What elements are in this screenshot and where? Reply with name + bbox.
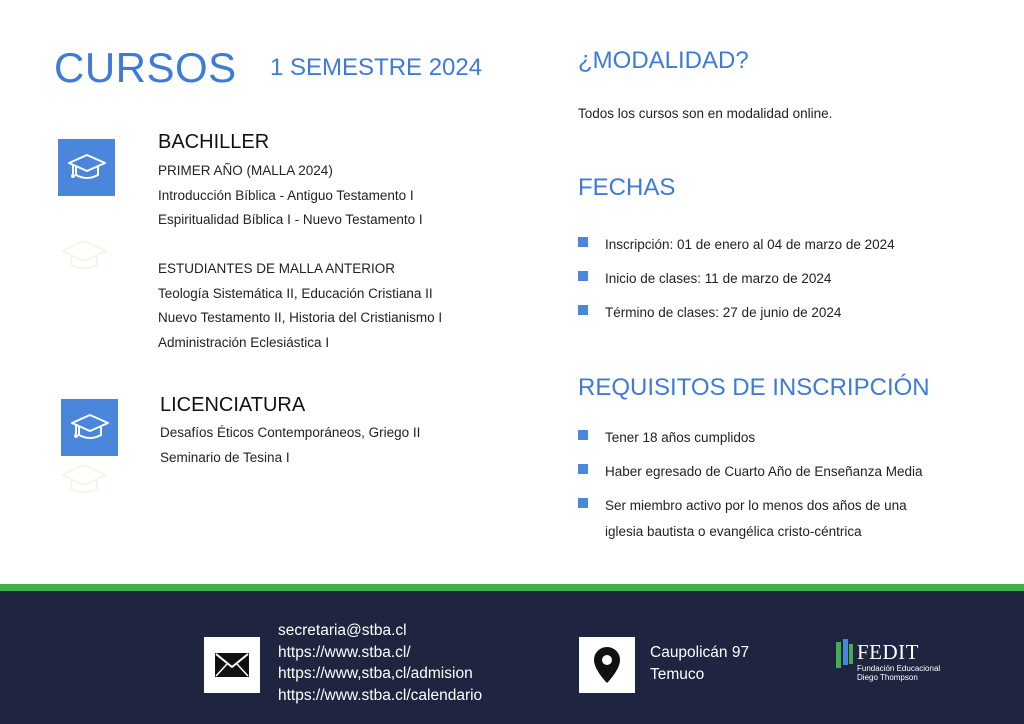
bullet-square-icon — [578, 271, 588, 281]
calendario-link[interactable]: https://www.stba.cl/calendario — [278, 686, 483, 704]
bachiller-heading: BACHILLER — [158, 131, 270, 153]
prior-line: ESTUDIANTES DE MALLA ANTERIOR — [158, 261, 396, 276]
admision-link[interactable]: https://www,stba,cl/admision — [278, 665, 473, 682]
email-link[interactable]: secretaria@stba.cl — [278, 622, 407, 639]
contact-list — [278, 620, 482, 706]
licenciatura-heading: LICENCIATURA — [160, 394, 306, 416]
bachiller-course-list — [158, 159, 423, 233]
address-street: Caupolicán 97 — [650, 644, 750, 661]
address-block — [650, 642, 749, 685]
bachiller-line: Introducción Bíblica - Antiguo Testamento I — [158, 187, 414, 203]
green-divider — [0, 584, 1024, 591]
footer — [0, 591, 1024, 724]
prior-curriculum-list — [158, 257, 442, 355]
graduation-cap-icon — [61, 399, 118, 456]
licenciatura-course-list — [160, 421, 420, 470]
licenciatura-line: Desafíos Éticos Contemporáneos, Griego II — [160, 425, 421, 440]
prior-line: Teología Sistemática II, Educación Cristiana II — [158, 285, 433, 301]
address-city: Temuco — [650, 665, 705, 683]
bullet-square-icon — [578, 237, 588, 247]
semester-label: 1 SEMESTRE 2024 — [270, 54, 483, 81]
bachiller-line: Espiritualidad Bíblica I - Nuevo Testamento I — [158, 212, 423, 227]
bullet-square-icon — [578, 305, 588, 315]
fedit-logo-sub2: Diego Thompson — [857, 673, 918, 682]
fedit-logo-mark-icon — [835, 638, 855, 670]
fedit-logo-name: FEDIT — [857, 640, 919, 664]
graduation-cap-icon — [58, 462, 110, 501]
bachiller-line: PRIMER AÑO (MALLA 2024) — [158, 163, 333, 178]
requisitos-heading: REQUISITOS DE INSCRIPCIÓN — [578, 374, 930, 401]
prior-line: Administración Eclesiástica I — [158, 334, 330, 350]
licenciatura-line: Seminario de Tesina I — [160, 449, 290, 465]
bullet-square-icon — [578, 430, 588, 440]
page-title: CURSOS — [54, 44, 237, 91]
fedit-logo-sub1: Fundación Educacional — [857, 664, 941, 673]
graduation-cap-icon — [58, 139, 115, 196]
bullet-square-icon — [578, 464, 588, 474]
fedit-logo — [835, 638, 941, 682]
modalidad-heading: ¿MODALIDAD? — [578, 47, 749, 74]
envelope-icon — [204, 637, 260, 693]
modalidad-text: Todos los cursos son en modalidad online. — [578, 106, 833, 121]
requisito-item-continuation: iglesia bautista o evangélica cristo-céntrica — [605, 524, 862, 539]
graduation-cap-icon — [58, 238, 110, 279]
website-link[interactable]: https://www.stba.cl/ — [278, 643, 411, 661]
prior-line: Nuevo Testamento II, Historia del Cristianismo I — [158, 310, 443, 325]
bullet-square-icon — [578, 498, 588, 508]
location-pin-icon — [579, 637, 635, 693]
fechas-heading: FECHAS — [578, 174, 676, 201]
